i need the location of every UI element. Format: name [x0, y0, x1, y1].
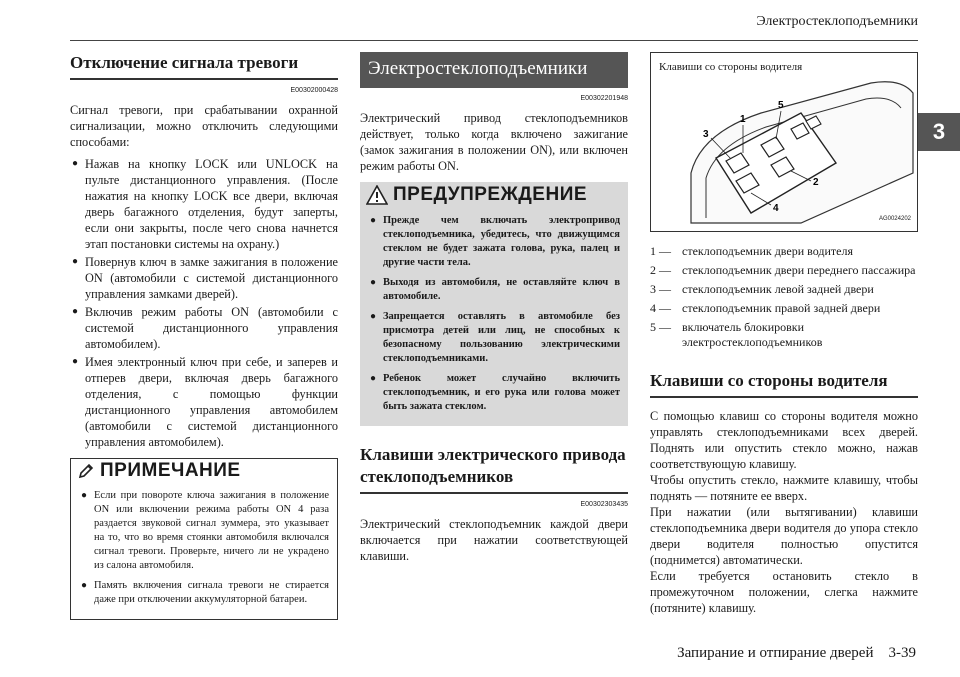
switches-section-title: Клавиши электрического привода стеклоподъемников — [360, 444, 628, 494]
alarm-bullet: ● Нажав на кнопку LOCK или UNLOCK на пульте дистанционного управления. (После нажатия на кнопку LOCK все двери, включая дверь багажного отделения, будут заперты, если они закрыты, после чего снова начнется этап постановки системы на охрану.) — [70, 156, 338, 252]
header-rule — [70, 40, 918, 41]
driver-section-body — [650, 408, 918, 616]
warning-triangle-icon — [366, 185, 388, 205]
callout-label: 4 — [773, 203, 779, 214]
driver-paragraph: Чтобы опустить стекло, нажмите клавишу, чтобы поднять — потяните ее вверх. — [650, 473, 918, 503]
alarm-bullets — [70, 156, 338, 450]
column-windows — [360, 52, 628, 570]
note-box-body — [71, 483, 337, 619]
legend-text: стеклоподъемник двери водителя — [682, 244, 853, 258]
note-box-header — [71, 459, 337, 483]
driver-paragraph: С помощью клавиш со стороны водителя можно управлять стеклоподъемниками всех дверей. Поднять или опустить стекло можно, нажав соответствующую клавишу. — [650, 409, 918, 471]
alarm-section-code: E00302000428 — [290, 87, 338, 94]
note-pencil-icon — [77, 462, 95, 480]
legend-text: включатель блокировки электростеклоподъемников — [682, 320, 823, 349]
warning-title: ПРЕДУПРЕЖДЕНИЕ — [393, 184, 588, 205]
alarm-bullet: ● Включив режим работы ON (автомобили с системой дистанционного управления автомобилем). — [70, 304, 338, 352]
legend-text: стеклоподъемник левой задней двери — [682, 282, 874, 296]
callout-label: 1 — [740, 114, 746, 125]
warning-item: ● Выходя из автомобиля, не оставляйте ключ в автомобиле. — [368, 276, 620, 304]
alarm-bullet: ● Имея электронный ключ при себе, и заперев и отперев двери, включая дверь багажного отделения, с помощью функции дистанционного управления автомобилем (автомобили с системой дистанционного управления автомобилем). — [70, 354, 338, 450]
chapter-tab: 3 — [918, 113, 960, 151]
alarm-bullet: ● Повернув ключ в замке зажигания в положение ON (автомобили с системой дистанционного управления замками дверей). — [70, 254, 338, 302]
alarm-intro: Сигнал тревоги, при срабатывании охранной сигнализации, можно отключить следующими способами: — [70, 103, 338, 149]
alarm-section-title: Отключение сигнала тревоги — [70, 52, 338, 80]
switches-text: Электрический стеклоподъемник каждой двери включается при нажатии соответствующей клавиши. — [360, 517, 628, 563]
door-switch-panel-illustration — [651, 53, 919, 231]
warning-box-body — [360, 208, 628, 426]
legend-num: 5 — — [650, 320, 671, 334]
legend-num: 2 — — [650, 263, 671, 277]
legend-row — [650, 244, 918, 259]
warning-box — [360, 182, 628, 426]
windows-section-title — [360, 52, 628, 88]
driver-paragraph: При нажатии (или вытягивании) клавиши стеклоподъемника двери водителя до упора стекло двери водителя полностью опустится (поднимется) автоматически. — [650, 505, 918, 567]
legend-text: стеклоподъемник правой задней двери — [682, 301, 881, 315]
legend-num: 4 — — [650, 301, 671, 315]
note-title: ПРИМЕЧАНИЕ — [100, 460, 241, 481]
page-header-title: Электростеклоподъемники — [756, 14, 918, 29]
warning-box-header — [360, 182, 628, 208]
legend-row — [650, 301, 918, 316]
callout-label: 5 — [778, 100, 784, 111]
note-item: ● Если при повороте ключа зажигания в положение ON или включении режима работы ON 4 раза раздается звуковой сигнал зуммера, это указывает на то, что во время стоянки автомобиля включался сигнал тревоги. Проверьте, ничего ли не украдено из салона автомобиля. — [79, 489, 329, 573]
callout-label: 3 — [703, 129, 709, 140]
legend-row — [650, 320, 918, 350]
windows-intro: Электрический привод стеклоподъемников действует, только когда включено зажигание (замок зажигания в положении ON), или включен режим работы ON. — [360, 111, 628, 173]
figure-legend — [650, 244, 918, 350]
column-driver — [650, 52, 918, 616]
driver-section-title: Клавиши со стороны водителя — [650, 370, 918, 398]
switches-section-code: E00302303435 — [580, 501, 628, 508]
legend-num: 1 — — [650, 244, 671, 258]
warning-item: ● Ребенок может случайно включить стеклоподъемник, и его рука или голова может быть зажата стеклом. — [368, 372, 620, 414]
legend-row — [650, 263, 918, 278]
figure-code: AG0024202 — [878, 216, 911, 222]
note-box — [70, 458, 338, 620]
windows-section-code: E00302201948 — [580, 95, 628, 102]
legend-num: 3 — — [650, 282, 671, 296]
warning-item: ● Прежде чем включать электропривод стеклоподъемника, убедитесь, что движущимся стеклом не будет зажата голова, рука, палец и другие части тела. — [368, 214, 620, 270]
page-footer: Запирание и отпирание дверей 3-39 — [677, 645, 916, 661]
figure-caption: Клавиши со стороны водителя — [659, 61, 803, 73]
column-alarm — [70, 52, 338, 620]
legend-text: стеклоподъемник двери переднего пассажира — [682, 263, 916, 277]
windows-title-text: Электростеклоподъемники — [368, 58, 588, 79]
legend-row — [650, 282, 918, 297]
driver-paragraph: Если требуется остановить стекло в промежуточном положении, слегка нажмите (потяните) клавишу. — [650, 569, 918, 615]
note-item: ● Память включения сигнала тревоги не стирается даже при отключении аккумуляторной батареи. — [79, 579, 329, 607]
warning-item: ● Запрещается оставлять в автомобиле без присмотра детей или лиц, не способных к безопасному пользованию электрическими стеклоподъемниками. — [368, 310, 620, 366]
callout-label: 2 — [813, 177, 819, 188]
driver-switch-figure — [650, 52, 918, 232]
